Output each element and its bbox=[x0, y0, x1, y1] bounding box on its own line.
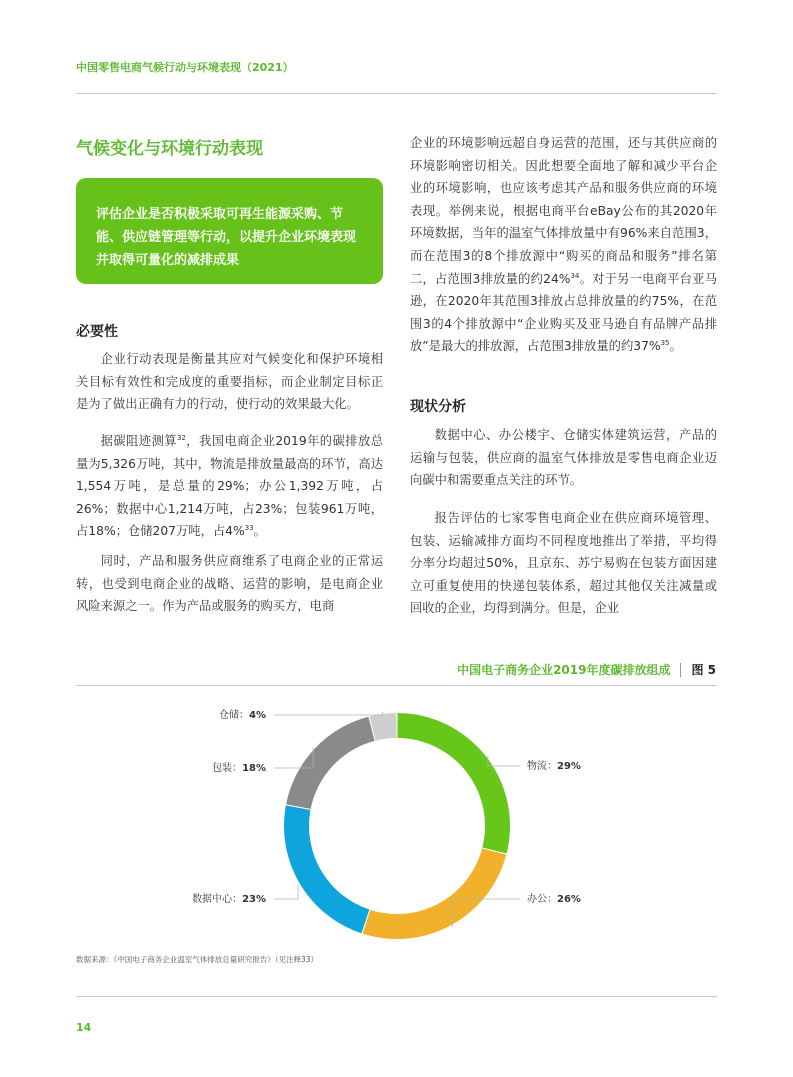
p2-text-b: ，我国电商企业2019年的碳排放总量为5,326万吨，其中，物流是排放量最高的环节，高达1,554万吨，是总量的29%；办公1,392万吨，占26%；数据中心1,214万吨，占23%；包装961万吨，占18%；仓储207万吨，占4% bbox=[76, 434, 383, 539]
donut-slice-包装 bbox=[286, 717, 375, 809]
p2-text-a: 据碳阻迹测算 bbox=[100, 434, 177, 448]
necessity-paragraph-3: 同时，产品和服务供应商维系了电商企业的正常运转，也受到电商企业的战略、运营的影响，是电商企业风险来源之一。作为产品或服务的购买方，电商 bbox=[76, 554, 383, 614]
footer-divider bbox=[76, 996, 717, 997]
slice-label-办公: 办公：26% bbox=[527, 894, 581, 905]
slice-label-包装: 包装：18% bbox=[212, 763, 266, 774]
page-number: 14 bbox=[76, 1021, 92, 1034]
leader-line-数据中心 bbox=[274, 885, 298, 899]
donut-slice-数据中心 bbox=[284, 805, 369, 933]
status-paragraph-1: 数据中心、办公楼宇、仓储实体建筑运营，产品的运输与包装，供应商的温室气体排放是零售电商企业迈向碳中和需要重点关注的环节。 bbox=[410, 428, 717, 488]
donut-slice-办公 bbox=[363, 848, 507, 939]
leader-line-仓储 bbox=[274, 712, 383, 715]
data-source-note: 数据来源：《中国电子商务企业温室气体排放总量研究报告》（见注释33） bbox=[76, 955, 319, 964]
figure-title: 中国电子商务企业2019年度碳排放组成 bbox=[457, 663, 671, 677]
right-p1-text-a: 企业的环境影响远超自身运营的范围，还与其供应商的环境影响密切相关。因此想要全面地了解和减少平台企业的环境影响，也应该考虑其产品和服务供应商的环境表现。举例来说，根据电商平台eBay公布的其2020年环境数据，当年的温室气体排放量中有96%来自范围3，而在范围3的8个排放源中“购买的商品和服务”排名第二，占范围3排放量的约24% bbox=[410, 136, 717, 286]
status-analysis-heading: 现状分析 bbox=[410, 399, 466, 415]
p2-text-c: 。 bbox=[253, 524, 266, 539]
right-p1-text-b: 。对于另一电商平台亚马逊，在2020年其范围3排放占总排放量的约75%，在范围3的4个排放源中“企业购买及亚马逊自有品牌产品排放”是最大的排放源，占范围3排放量的约37% bbox=[410, 271, 717, 354]
section-title: 气候变化与环境行动表现 bbox=[76, 139, 263, 159]
footnote-ref-33: 33 bbox=[244, 524, 254, 533]
necessity-heading: 必要性 bbox=[76, 324, 118, 340]
necessity-paragraph-1: 企业行动表现是衡量其应对气候变化和保护环境相关目标有效性和完成度的重要指标，而企业制定目标正是为了做出正确有力的行动，使行动的效果最大化。 bbox=[76, 352, 383, 412]
footnote-ref-32: 32 bbox=[176, 433, 186, 442]
running-header: 中国零售电商气候行动与环境表现（2021） bbox=[76, 61, 294, 74]
status-paragraph-2: 报告评估的七家零售电商企业在供应商环境管理、包装、运输减排方面均不同程度地推出了举措，平均得分率分均超过50%，且京东、苏宁易购在包装方面因建立可重复使用的快递包装体系，超过其他仅关注减量或回收的企业，均得到满分。但是，企业 bbox=[410, 511, 717, 616]
leader-line-物流 bbox=[488, 756, 520, 766]
slice-label-数据中心: 数据中心：23% bbox=[192, 894, 266, 905]
key-question-text: 评估企业是否积极采取可再生能源采购、节能、供应链管理等行动，以提升企业环境表现并取得可量化的减排成果 bbox=[96, 207, 357, 268]
footnote-ref-34: 34 bbox=[570, 271, 580, 280]
donut-slice-物流 bbox=[397, 713, 510, 854]
slice-label-仓储: 仓储：4% bbox=[219, 710, 266, 721]
slice-label-物流: 物流：29% bbox=[527, 761, 581, 772]
right-p1-text-c: 。 bbox=[669, 339, 682, 354]
figure-number: 图 5 bbox=[691, 663, 716, 677]
donut-slice-仓储 bbox=[369, 713, 396, 741]
footnote-ref-35: 35 bbox=[660, 339, 670, 348]
